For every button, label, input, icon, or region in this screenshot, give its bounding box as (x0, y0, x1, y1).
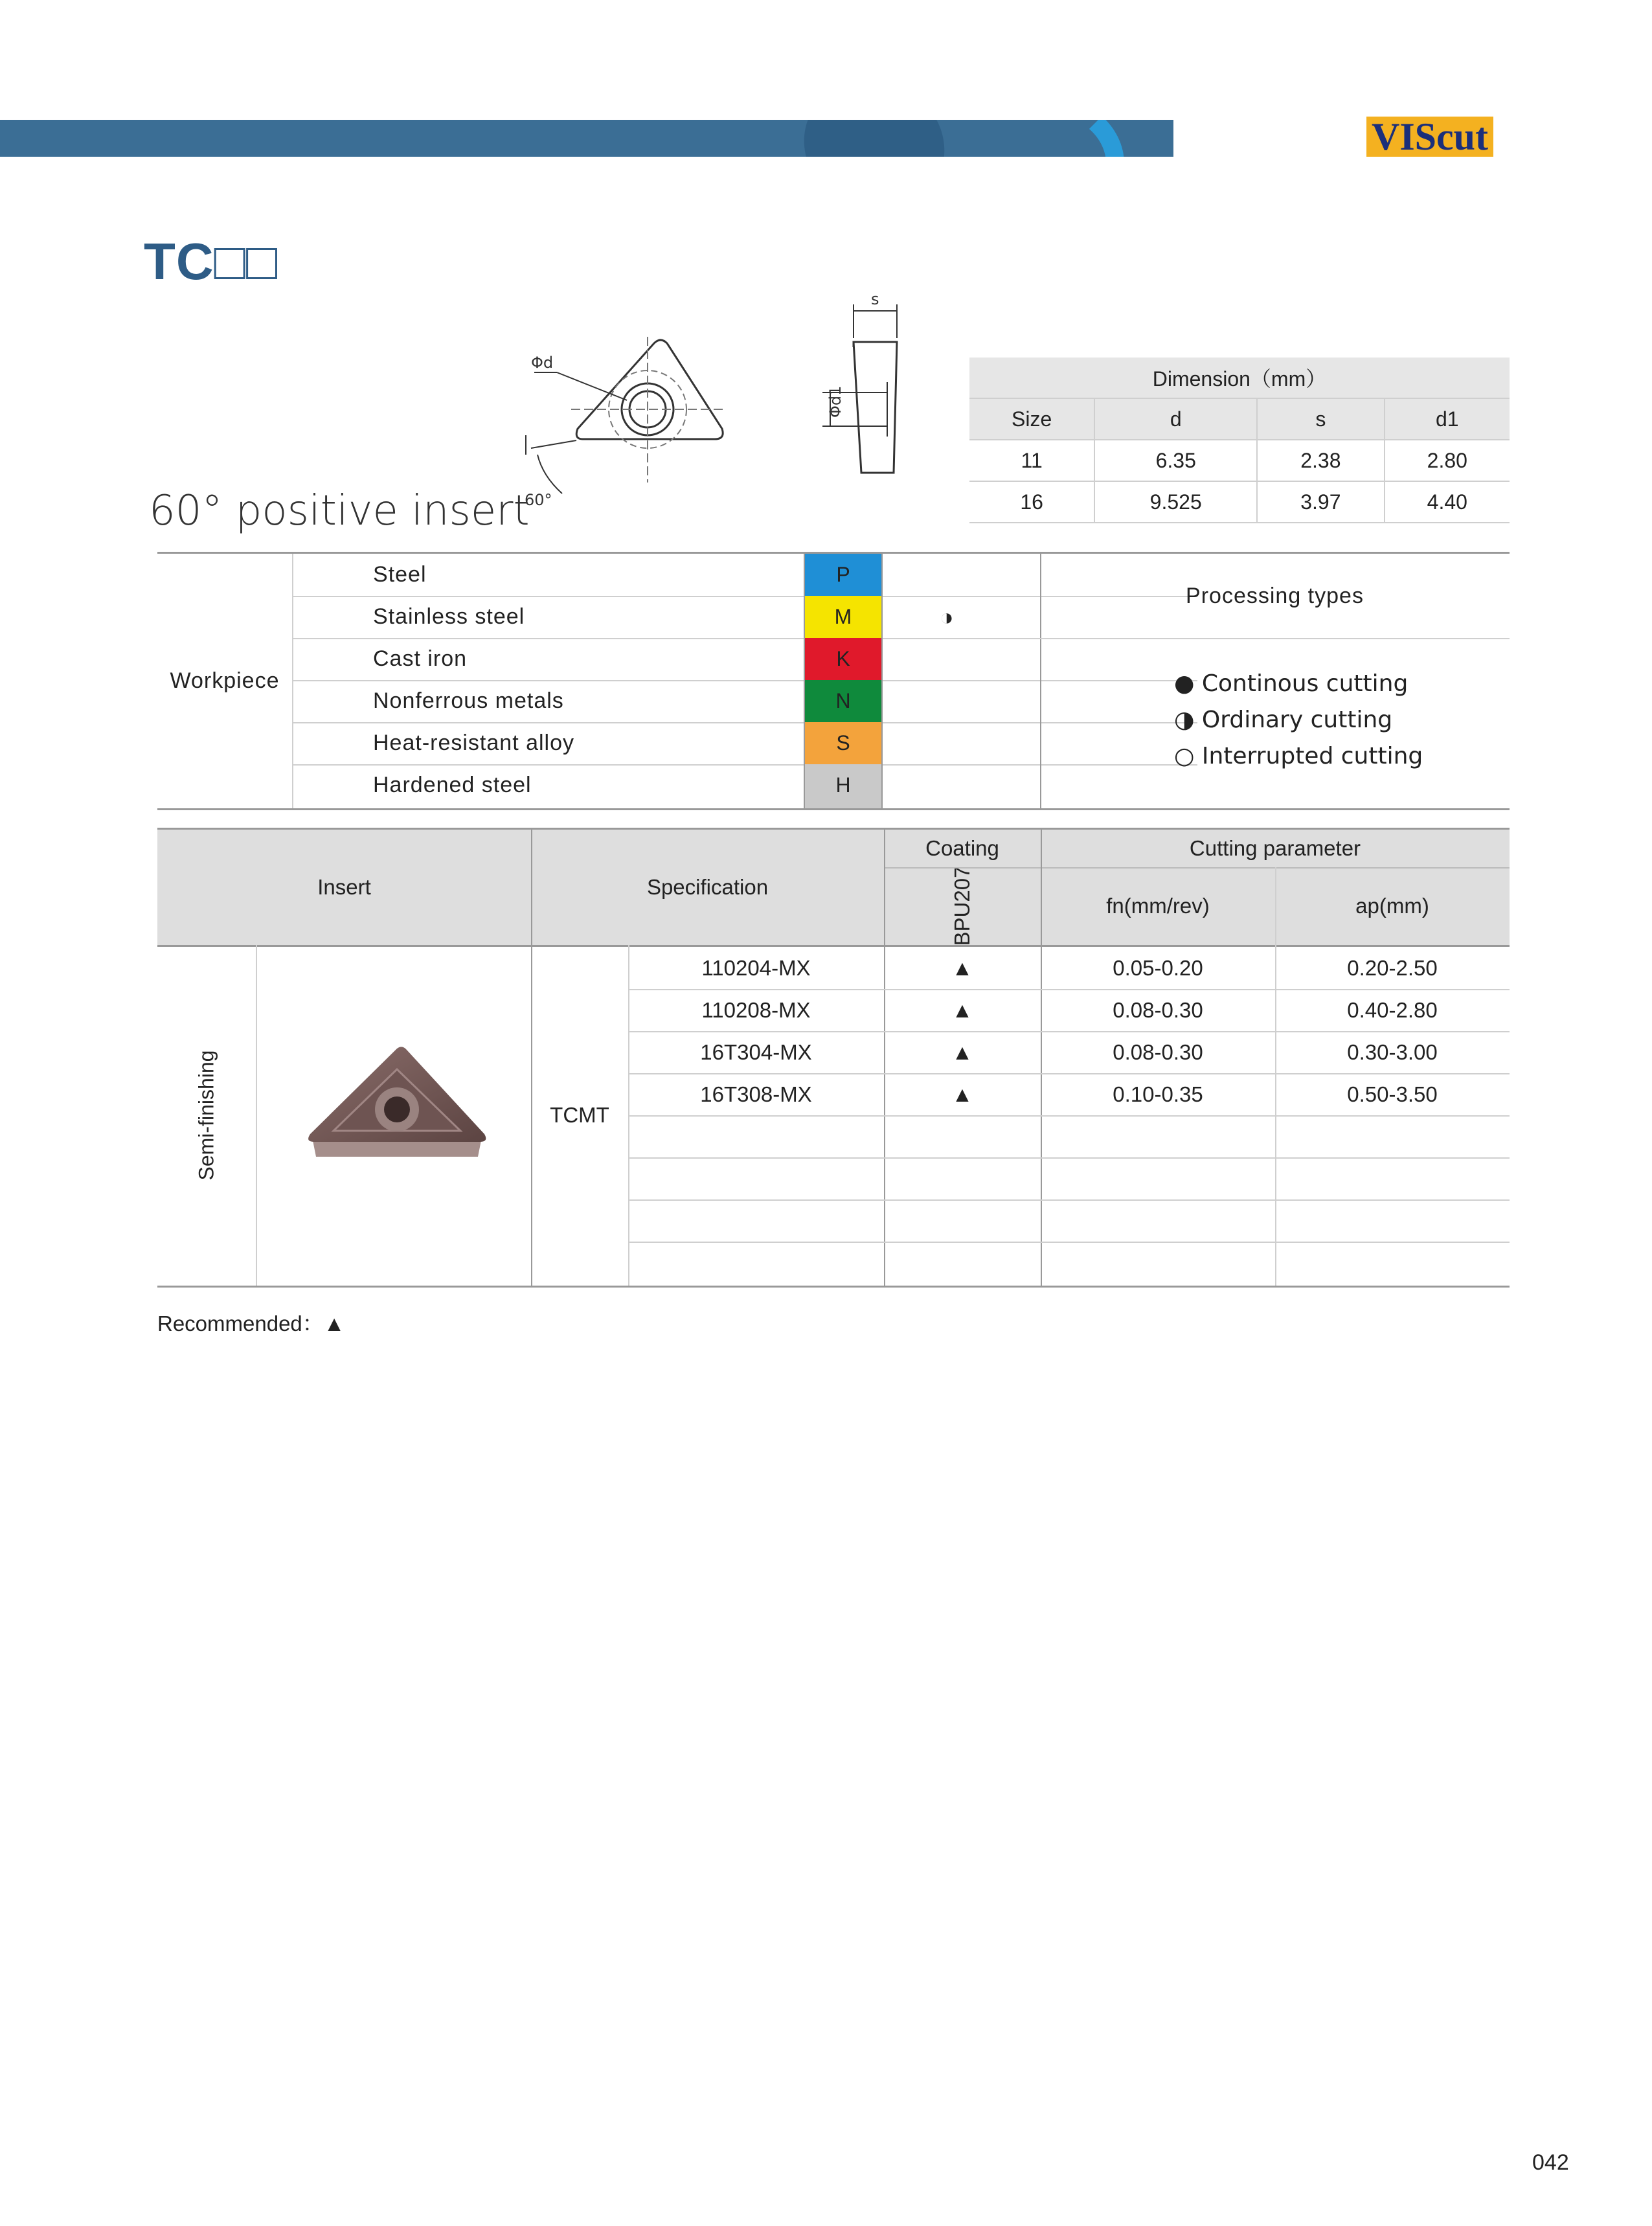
spec-cell: 16T304-MX (700, 1040, 812, 1064)
row-divider (628, 1115, 1510, 1117)
label-s: s (871, 290, 879, 308)
header-fn: fn(mm/rev) (1106, 894, 1210, 918)
material-name: Heat-resistant alloy (373, 731, 575, 755)
header-insert: Insert (317, 875, 371, 899)
table-header (157, 830, 1510, 947)
label-d1: Φd1 (826, 385, 844, 418)
dim-cell: 6.35 (1094, 440, 1257, 481)
spec-cell: 110208-MX (701, 998, 811, 1022)
material-code: S (804, 722, 883, 764)
ap-cell: 0.20-2.50 (1347, 956, 1438, 980)
dim-header: d1 (1385, 398, 1510, 440)
column-divider (531, 830, 532, 1286)
workpiece-row (292, 722, 1197, 766)
dim-header: s (1257, 398, 1384, 440)
header-ap: ap(mm) (1355, 894, 1429, 918)
recommend-mark: ▲ (951, 998, 973, 1022)
insert-drawing (512, 285, 913, 525)
dim-cell: 2.80 (1385, 440, 1510, 481)
spec-cell: 16T308-MX (700, 1082, 812, 1106)
material-code: H (804, 764, 883, 808)
ap-cell: 0.30-3.00 (1347, 1040, 1438, 1064)
dim-cell: 16 (969, 481, 1094, 523)
recommend-mark: ▲ (951, 956, 973, 980)
header-cutting-parameter: Cutting parameter (1189, 836, 1361, 860)
page-title: TC□□ (144, 233, 278, 290)
header-coating: Coating (925, 836, 999, 860)
dimension-table (969, 358, 1510, 523)
header-grade (884, 867, 1041, 945)
row-divider (628, 1157, 1510, 1159)
insert-table (157, 828, 1510, 1288)
row-divider (628, 1199, 1510, 1201)
page-number: 042 (1532, 2150, 1569, 2175)
header-swoosh (782, 120, 966, 157)
material-name: Hardened steel (373, 773, 532, 797)
row-divider (628, 1242, 1510, 1243)
recommended-note: Recommended：▲ (157, 1312, 345, 1335)
material-mark: ◑ (940, 604, 954, 630)
legend-interrupted: ○ Interrupted cutting (1174, 743, 1423, 769)
workpiece-row (292, 680, 1197, 723)
workpiece-table (157, 552, 1510, 810)
fn-cell: 0.10-0.35 (1113, 1082, 1203, 1106)
recommend-mark: ▲ (951, 1082, 973, 1106)
legend-ordinary: ◑ Ordinary cutting (1174, 707, 1393, 733)
insert-image (300, 1043, 494, 1166)
dim-cell: 2.38 (1257, 440, 1384, 481)
material-name: Cast iron (373, 646, 468, 671)
material-code: P (804, 554, 883, 596)
column-divider (256, 945, 257, 1286)
dim-cell: 4.40 (1385, 481, 1510, 523)
dim-header: d (1094, 398, 1257, 440)
material-name: Steel (373, 562, 427, 587)
brand-logo: VIScut (1366, 117, 1493, 157)
category-cell (157, 945, 256, 1286)
spec-cell: 110204-MX (701, 956, 811, 980)
header-band (0, 120, 1173, 157)
fn-cell: 0.08-0.30 (1113, 998, 1203, 1022)
fn-cell: 0.05-0.20 (1113, 956, 1203, 980)
dim-header: Size (969, 398, 1094, 440)
ap-cell: 0.50-3.50 (1347, 1082, 1438, 1106)
material-code: M (804, 596, 883, 638)
workpiece-row (292, 764, 1197, 808)
header-specification: Specification (646, 875, 769, 899)
fn-cell: 0.08-0.30 (1113, 1040, 1203, 1064)
dimension-caption: Dimension（mm） (969, 358, 1510, 398)
recommend-mark: ▲ (951, 1040, 973, 1064)
header-divider (884, 867, 1510, 869)
dim-cell: 3.97 (1257, 481, 1384, 523)
ap-cell: 0.40-2.80 (1347, 998, 1438, 1022)
workpiece-row (292, 638, 1197, 681)
dim-cell: 9.525 (1094, 481, 1257, 523)
dim-cell: 11 (969, 440, 1094, 481)
label-angle: 60° (525, 491, 552, 509)
category-label: Semi-finishing (194, 1050, 218, 1181)
workpiece-label: Workpiece (157, 554, 293, 808)
series-label: TCMT (550, 1103, 609, 1127)
material-code: N (804, 680, 883, 722)
material-name: Nonferrous metals (373, 688, 564, 713)
grade-label: BPU207 (950, 866, 974, 946)
header-swoosh (958, 120, 1124, 157)
processing-types-title: Processing types (1040, 554, 1510, 639)
page-subtitle: 60° positive insert (149, 487, 530, 535)
label-d: Φd (531, 354, 554, 372)
legend-continuous: ● Continous cutting (1174, 670, 1409, 697)
material-name: Stainless steel (373, 604, 525, 629)
material-code: K (804, 638, 883, 680)
